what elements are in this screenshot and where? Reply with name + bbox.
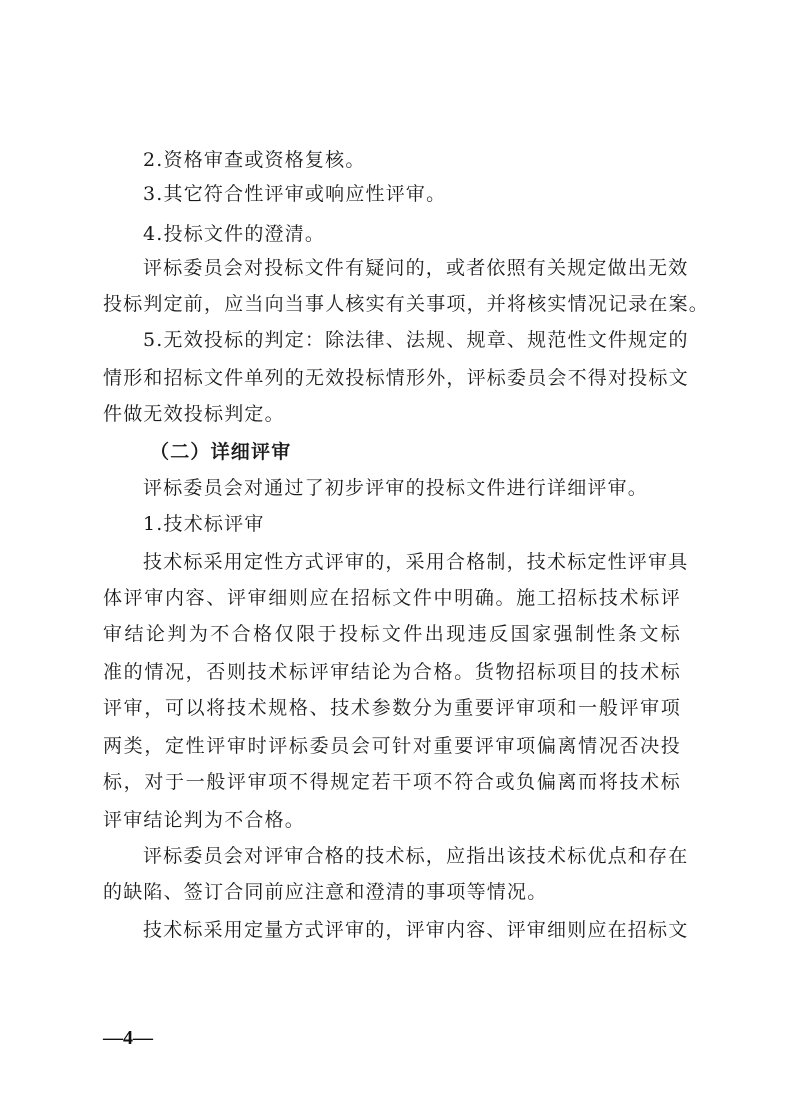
paragraph-line: 件做无效投标判定。 [103,403,285,425]
paragraph-line: 体评审内容、评审细则应在招标文件中明确。施工招标技术标评 [103,587,681,609]
section-heading: （二）详细评审 [150,441,292,463]
paragraph-line: 评标委员会对投标文件有疑问的，或者依照有关规定做出无效 [143,257,689,279]
paragraph-line: 评标委员会对评审合格的技术标，应指出该技术标优点和存在 [143,845,689,867]
paragraph-line: 标，对于一般评审项不得规定若干项不符合或负偏离而将技术标 [103,771,681,793]
paragraph-line: 技术标采用定量方式评审的，评审内容、评审细则应在招标文 [143,919,689,941]
paragraph-line: 审结论判为不合格仅限于投标文件出现违反国家强制性条文标 [103,623,681,645]
paragraph-line: 情形和招标文件单列的无效投标情形外，评标委员会不得对投标文 [103,367,689,389]
paragraph-line: 两类，定性评审时评标委员会可针对重要评审项偏离情况否决投 [103,735,681,757]
page-number: —4— [103,1027,153,1049]
paragraph-line: 评标委员会对通过了初步评审的投标文件进行详细评审。 [143,477,649,499]
paragraph-line: 投标判定前，应当向当事人核实有关事项，并将核实情况记录在案。 [103,293,710,315]
paragraph-line: 5.无效投标的判定：除法律、法规、规章、规范性文件规定的 [143,329,689,351]
paragraph-line: 的缺陷、签订合同前应注意和澄清的事项等情况。 [103,881,548,903]
paragraph-line: 2.资格审查或资格复核。 [143,149,366,171]
subsection-heading: 1.技术标评审 [143,513,265,535]
paragraph-line: 评审结论判为不合格。 [103,809,306,831]
paragraph-line: 技术标采用定性方式评审的，采用合格制，技术标定性评审具 [143,551,689,573]
paragraph-line: 准的情况，否则技术标评审结论为合格。货物招标项目的技术标 [103,661,681,683]
paragraph-line: 4.投标文件的澄清。 [143,223,326,245]
paragraph-line: 评审，可以将技术规格、技术参数分为重要评审项和一般评审项 [103,697,681,719]
paragraph-line: 3.其它符合性评审或响应性评审。 [143,183,447,205]
